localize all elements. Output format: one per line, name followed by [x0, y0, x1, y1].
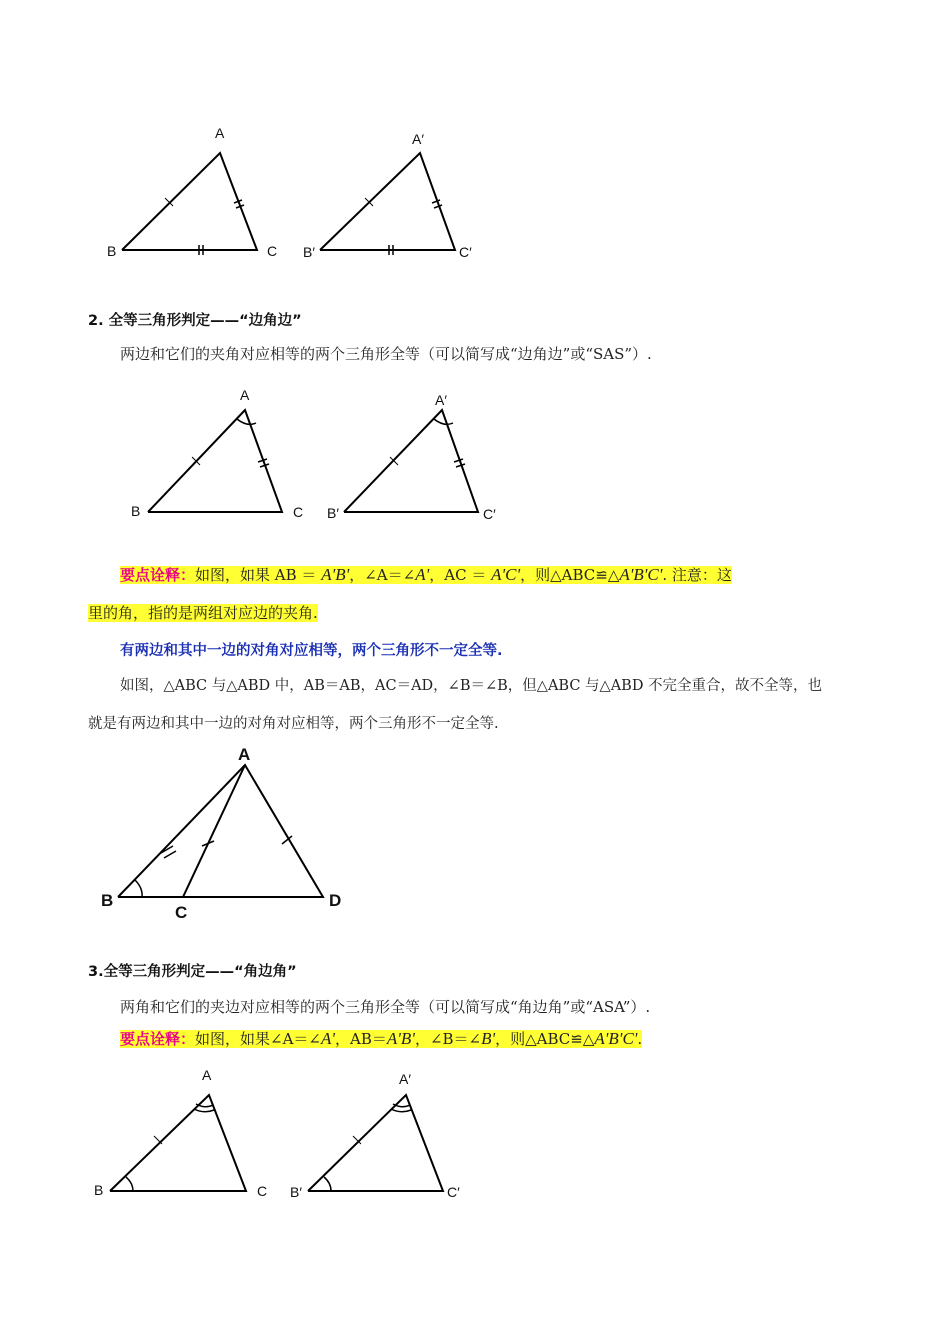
vertex-a-prime-label: A′: [399, 1071, 411, 1087]
triangle-a-prime-b-prime-c-prime: [327, 392, 496, 522]
note-text: ，AC ＝: [429, 566, 492, 584]
note-text: ，则△ABC≌△: [495, 1030, 595, 1048]
ssa-explanation-line-1: 如图，△ABC 与△ABD 中，AB＝AB，AC＝AD，∠B＝∠B，但△ABC 与△ABD 不完全重合，故不全等，也: [120, 678, 823, 694]
asa-key-point: [120, 1028, 642, 1049]
vertex-a-label: A: [202, 1067, 212, 1083]
note-text: . 注意：这: [662, 566, 732, 584]
vertex-a-label: A: [215, 125, 225, 141]
ssa-explanation-line-2: 就是有两边和其中一边的对角对应相等，两个三角形不一定全等.: [88, 716, 499, 732]
vertex-d-label: D: [329, 891, 342, 910]
triangle-abc: [107, 125, 277, 259]
math-triangle-prime: A'B'C': [594, 1029, 638, 1048]
vertex-b-label: B: [94, 1182, 104, 1198]
sas-definition: 两边和它们的夹角对应相等的两个三角形全等（可以简写成“边角边”或“SAS”）.: [120, 345, 652, 363]
math-triangle-prime: A'B'C': [619, 565, 663, 584]
vertex-b-label: B: [131, 503, 141, 519]
triangle-a-prime-b-prime-c-prime: [290, 1071, 460, 1200]
vertex-c-label: C: [293, 504, 304, 520]
figure-sas-triangles: [120, 385, 520, 530]
note-text: 如图，如果∠A＝∠: [195, 1030, 321, 1048]
vertex-a-prime-label: A′: [412, 131, 424, 147]
asa-definition: 两角和它们的夹边对应相等的两个三角形全等（可以简写成“角边角”或“ASA”）.: [120, 998, 651, 1016]
math-a-prime-c-prime: A'C': [491, 565, 521, 584]
figure-sss-triangles: [95, 120, 495, 270]
vertex-a-prime-label: A′: [435, 392, 447, 408]
math-a-prime-b-prime: A'B': [321, 565, 350, 584]
note-text: 里的角，指的是两组对应边的夹角.: [88, 604, 318, 622]
math-a-prime-b-prime: A'B': [386, 1029, 415, 1048]
note-text: ，AB＝: [335, 1030, 387, 1048]
vertex-c-label: C: [175, 903, 188, 922]
note-text: ，∠B＝∠: [414, 1030, 482, 1048]
section-2-heading: 2. 全等三角形判定——“边角边”: [88, 313, 302, 329]
math-a-prime: A': [415, 565, 430, 584]
math-a-prime: A': [321, 1029, 336, 1048]
key-point-label: 要点诠释：: [120, 1030, 196, 1048]
note-text: ，∠A＝∠: [349, 566, 416, 584]
note-text: 如图，如果 AB ＝: [195, 566, 322, 584]
vertex-b-label: B: [101, 891, 114, 910]
ssa-warning: 有两边和其中一边的对角对应相等，两个三角形不一定全等.: [120, 643, 503, 659]
sas-key-point-line-2: [88, 602, 318, 623]
triangle-abc: [131, 387, 303, 520]
note-text: .: [637, 1030, 643, 1048]
vertex-c-prime-label: C′: [483, 506, 496, 522]
math-b-prime: B': [481, 1029, 496, 1048]
vertex-a-label: A: [240, 387, 250, 403]
vertex-c-prime-label: C′: [459, 244, 472, 260]
vertex-c-label: C: [257, 1183, 268, 1199]
vertex-b-prime-label: B′: [290, 1184, 302, 1200]
figure-asa-triangles: [88, 1060, 488, 1210]
vertex-c-prime-label: C′: [447, 1184, 460, 1200]
figure-ssa-counterexample: [95, 740, 365, 925]
triangle-abc: [94, 1067, 267, 1199]
key-point-label: 要点诠释：: [120, 566, 196, 584]
note-text: ，则△ABC≌△: [520, 566, 620, 584]
vertex-a-label: A: [238, 745, 251, 764]
triangle-a-prime-b-prime-c-prime: [303, 131, 472, 260]
vertex-b-prime-label: B′: [327, 505, 339, 521]
vertex-b-label: B: [107, 243, 117, 259]
vertex-c-label: C: [267, 243, 278, 259]
sas-key-point-line-1: [120, 564, 732, 585]
vertex-b-prime-label: B′: [303, 244, 315, 260]
section-3-heading: 3.全等三角形判定——“角边角”: [88, 964, 297, 980]
